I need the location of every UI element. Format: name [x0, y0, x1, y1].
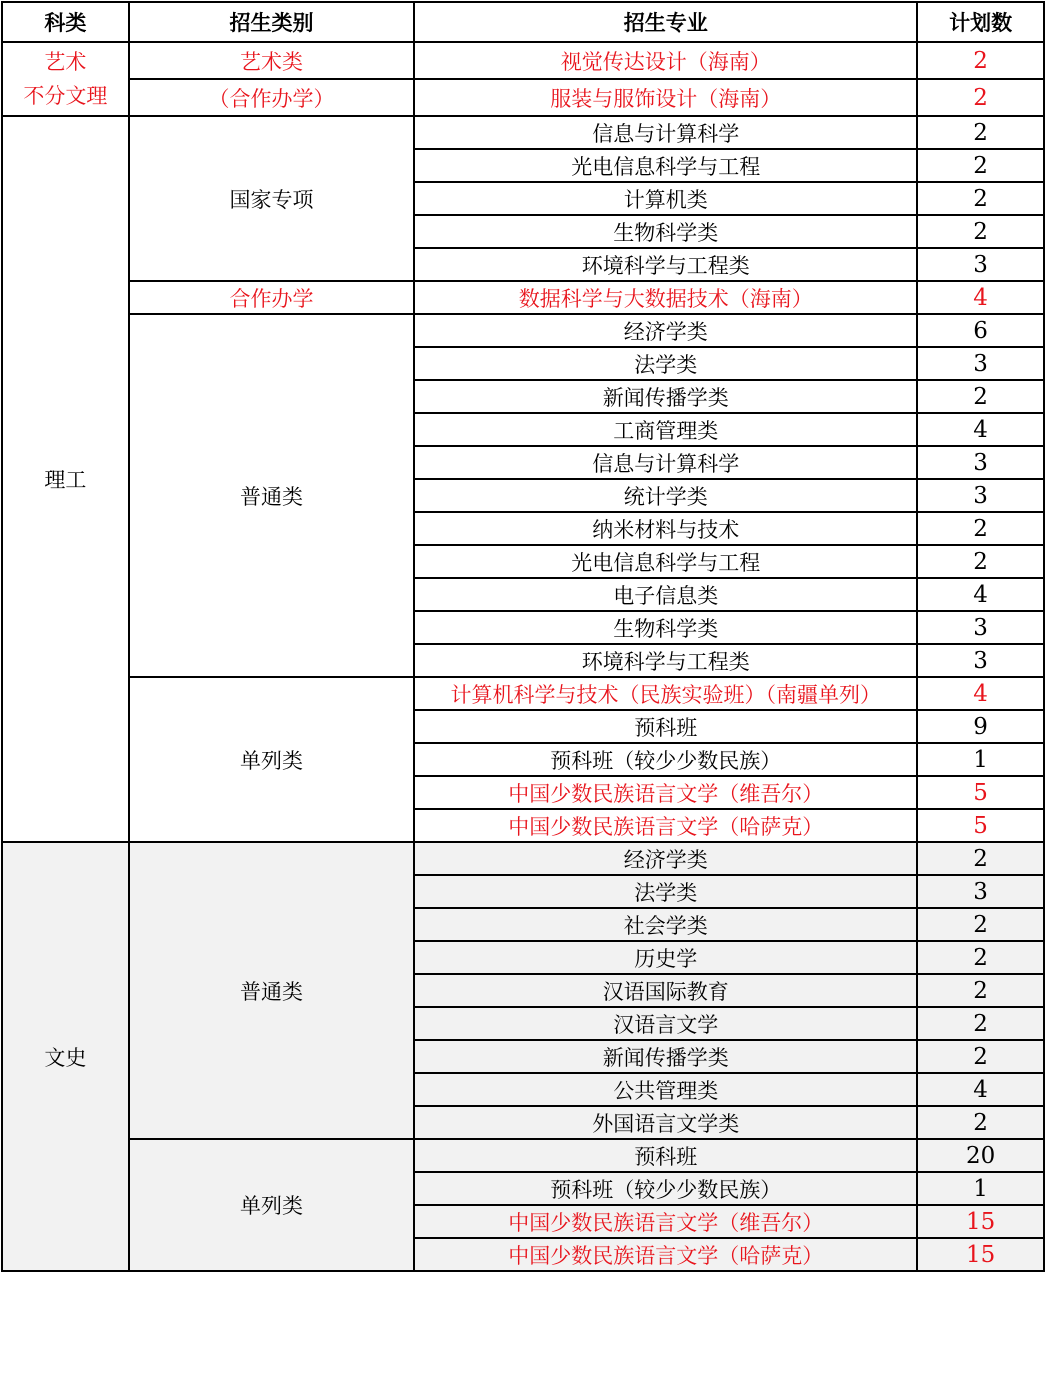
plan-cell: 2 — [917, 380, 1044, 413]
major-cell: 统计学类 — [414, 479, 917, 512]
type-cell-art: 艺术类 — [129, 42, 415, 79]
plan-cell: 5 — [917, 809, 1044, 842]
major-cell: 汉语国际教育 — [414, 974, 917, 1007]
plan-cell: 2 — [917, 116, 1044, 149]
plan-cell: 15 — [917, 1205, 1044, 1238]
enrollment-plan-table — [1, 1, 1045, 1272]
plan-cell: 2 — [917, 1040, 1044, 1073]
plan-cell: 2 — [917, 908, 1044, 941]
plan-cell: 5 — [917, 776, 1044, 809]
plan-cell: 3 — [917, 248, 1044, 281]
plan-cell: 9 — [917, 710, 1044, 743]
plan-cell: 4 — [917, 578, 1044, 611]
header-type: 招生类别 — [129, 2, 415, 42]
plan-cell: 20 — [917, 1139, 1044, 1172]
major-cell: 中国少数民族语言文学（哈萨克） — [414, 809, 917, 842]
major-cell: 历史学 — [414, 941, 917, 974]
table-row — [2, 677, 1044, 710]
subject-art-line2: 不分文理 — [23, 84, 108, 108]
major-cell: 信息与计算科学 — [414, 446, 917, 479]
plan-cell: 3 — [917, 347, 1044, 380]
plan-cell: 2 — [917, 1007, 1044, 1040]
subject-cell: 文史 — [2, 842, 129, 1271]
subject-art-line1: 艺术 — [44, 50, 87, 74]
plan-cell: 2 — [917, 974, 1044, 1007]
major-cell: 社会学类 — [414, 908, 917, 941]
science-block — [2, 116, 1044, 842]
plan-cell: 2 — [917, 512, 1044, 545]
plan-cell: 2 — [917, 42, 1044, 79]
major-cell: 工商管理类 — [414, 413, 917, 446]
major-cell: 新闻传播学类 — [414, 380, 917, 413]
major-cell: 环境科学与工程类 — [414, 248, 917, 281]
major-cell: 信息与计算科学 — [414, 116, 917, 149]
major-cell: 预科班（较少少数民族） — [414, 743, 917, 776]
major-cell: 中国少数民族语言文学（哈萨克） — [414, 1238, 917, 1271]
major-cell: 生物科学类 — [414, 215, 917, 248]
header-major: 招生专业 — [414, 2, 917, 42]
major-cell: 预科班 — [414, 1139, 917, 1172]
plan-cell: 4 — [917, 677, 1044, 710]
plan-cell: 1 — [917, 743, 1044, 776]
type-cell: 单列类 — [129, 677, 415, 842]
subject-cell: 理工 — [2, 116, 129, 842]
major-cell: 公共管理类 — [414, 1073, 917, 1106]
table-row — [2, 314, 1044, 347]
major-cell: 服装与服饰设计（海南） — [414, 79, 917, 116]
table-row — [2, 281, 1044, 314]
table-header-row — [2, 2, 1044, 42]
major-cell: 预科班（较少少数民族） — [414, 1172, 917, 1205]
type-cell: 普通类 — [129, 314, 415, 677]
major-cell: 电子信息类 — [414, 578, 917, 611]
table-row — [2, 79, 1044, 116]
table-row — [2, 116, 1044, 149]
major-cell: 计算机类 — [414, 182, 917, 215]
major-cell: 数据科学与大数据技术（海南） — [414, 281, 917, 314]
major-cell: 光电信息科学与工程 — [414, 545, 917, 578]
plan-cell: 4 — [917, 281, 1044, 314]
major-cell: 经济学类 — [414, 842, 917, 875]
plan-cell: 2 — [917, 149, 1044, 182]
plan-cell: 3 — [917, 611, 1044, 644]
plan-cell: 6 — [917, 314, 1044, 347]
table-row — [2, 1139, 1044, 1172]
plan-cell: 3 — [917, 875, 1044, 908]
plan-cell: 2 — [917, 79, 1044, 116]
type-cell-art-coop: （合作办学） — [129, 79, 415, 116]
major-cell: 汉语言文学 — [414, 1007, 917, 1040]
plan-cell: 4 — [917, 413, 1044, 446]
humanities-block — [2, 842, 1044, 1271]
plan-cell: 2 — [917, 182, 1044, 215]
header-plan: 计划数 — [917, 2, 1044, 42]
major-cell: 环境科学与工程类 — [414, 644, 917, 677]
type-cell: 国家专项 — [129, 116, 415, 281]
major-cell: 法学类 — [414, 875, 917, 908]
major-cell: 经济学类 — [414, 314, 917, 347]
subject-cell-art — [2, 42, 129, 116]
header-subject: 科类 — [2, 2, 129, 42]
major-cell: 生物科学类 — [414, 611, 917, 644]
type-cell: 普通类 — [129, 842, 415, 1139]
plan-cell: 2 — [917, 215, 1044, 248]
major-cell: 外国语言文学类 — [414, 1106, 917, 1139]
major-cell: 视觉传达设计（海南） — [414, 42, 917, 79]
plan-cell: 2 — [917, 941, 1044, 974]
plan-cell: 2 — [917, 545, 1044, 578]
type-cell: 单列类 — [129, 1139, 415, 1271]
major-cell: 光电信息科学与工程 — [414, 149, 917, 182]
major-cell: 中国少数民族语言文学（维吾尔） — [414, 1205, 917, 1238]
plan-cell: 15 — [917, 1238, 1044, 1271]
major-cell: 中国少数民族语言文学（维吾尔） — [414, 776, 917, 809]
plan-cell: 4 — [917, 1073, 1044, 1106]
major-cell: 新闻传播学类 — [414, 1040, 917, 1073]
table-row — [2, 42, 1044, 79]
major-cell: 计算机科学与技术（民族实验班）（南疆单列） — [414, 677, 917, 710]
type-cell: 合作办学 — [129, 281, 415, 314]
plan-cell: 3 — [917, 446, 1044, 479]
plan-cell: 2 — [917, 1106, 1044, 1139]
major-cell: 预科班 — [414, 710, 917, 743]
plan-cell: 3 — [917, 644, 1044, 677]
plan-cell: 2 — [917, 842, 1044, 875]
major-cell: 纳米材料与技术 — [414, 512, 917, 545]
major-cell: 法学类 — [414, 347, 917, 380]
plan-cell: 1 — [917, 1172, 1044, 1205]
plan-cell: 3 — [917, 479, 1044, 512]
table-row — [2, 842, 1044, 875]
